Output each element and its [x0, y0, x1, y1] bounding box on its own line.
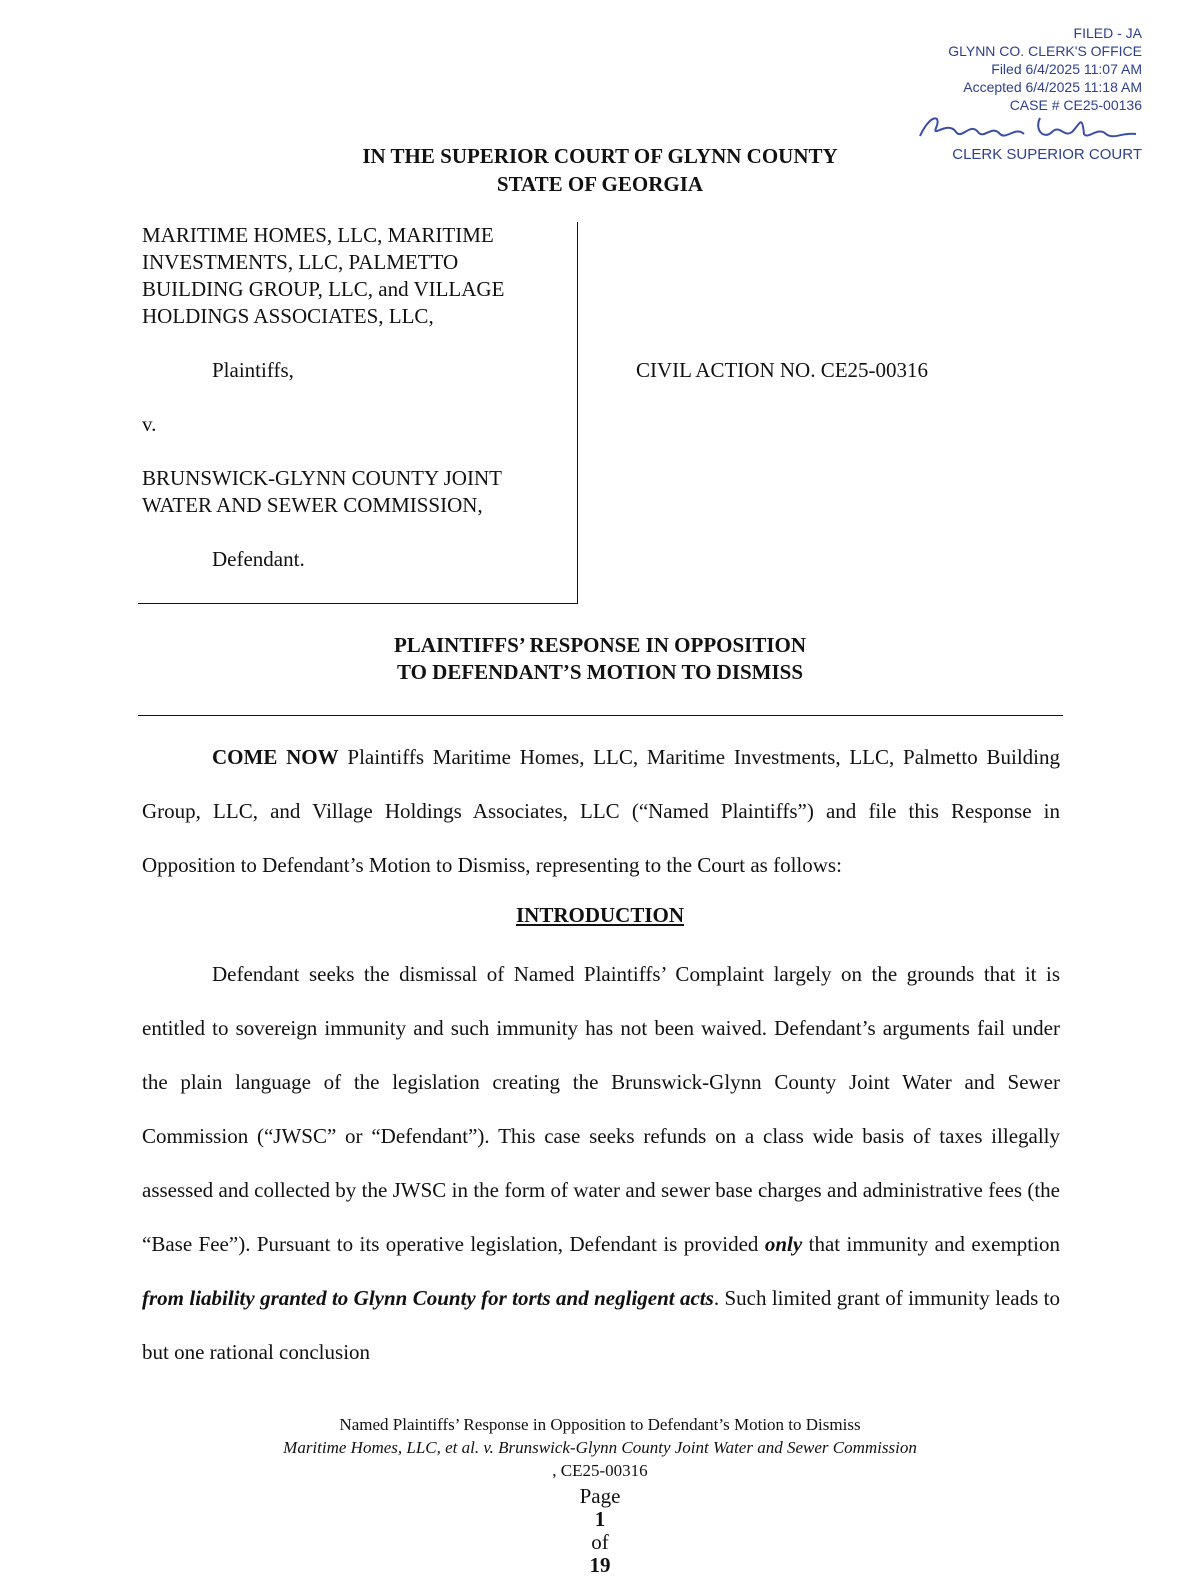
title-line-2: TO DEFENDANT’S MOTION TO DISMISS [396, 660, 804, 684]
opening-paragraph [142, 730, 1060, 892]
introduction-heading: INTRODUCTION [515, 903, 685, 927]
plaintiff-line: MARITIME HOMES, LLC, MARITIME [142, 223, 494, 247]
page-indicator [0, 1485, 1200, 1577]
plaintiff-line: BUILDING GROUP, LLC, and VILLAGE [142, 277, 505, 301]
title-rule [138, 715, 1063, 716]
intro-text-b: that immunity and exemption [802, 1232, 1060, 1256]
civil-action-number: CIVIL ACTION NO. CE25-00316 [636, 358, 929, 382]
stamp-filed-date: Filed 6/4/2025 11:07 AM [991, 61, 1142, 77]
page-of: of [591, 1530, 609, 1554]
page-number: 1 [594, 1507, 606, 1531]
intro-text-c: . Such limited grant of immunity leads to but one rational conclusion [142, 1286, 1060, 1364]
footer-case-number: , CE25-00316 [552, 1461, 648, 1480]
versus: v. [142, 412, 157, 436]
stamp-accepted-date: Accepted 6/4/2025 11:18 AM [963, 79, 1142, 95]
opening-text: Plaintiffs Maritime Homes, LLC, Maritime Investments, LLC, Palmetto Building Group, LLC, and Village Holdings Associates, LLC (“Named Plaintiffs”) and file this Response in Opposition to Defendant’s Motion to Dismiss, representing to the Court as follows: [142, 745, 1060, 877]
emphasis-immunity: from liability granted to Glynn County for torts and negligent acts [142, 1286, 714, 1310]
stamp-filed-label: FILED - JA [1073, 25, 1142, 41]
stamp-clerk-title: CLERK SUPERIOR COURT [952, 146, 1142, 163]
emphasis-only: only [764, 1232, 803, 1256]
defendant-line: BRUNSWICK-GLYNN COUNTY JOINT [142, 466, 502, 490]
defendant-names [142, 465, 572, 519]
caption-vertical-rule [577, 222, 578, 604]
court-heading [0, 142, 1200, 198]
document-title [0, 632, 1200, 686]
footer-case-caption: Maritime Homes, LLC, et al. v. Brunswick-Glynn County Joint Water and Sewer Commission [283, 1438, 917, 1457]
clerk-signature [842, 110, 1142, 144]
case-caption [142, 222, 572, 573]
plaintiffs-names [142, 222, 572, 330]
court-state: STATE OF GEORGIA [496, 172, 704, 196]
footer-document-name: Named Plaintiffs’ Response in Opposition to Defendant’s Motion to Dismiss [339, 1415, 861, 1434]
page-word: Page [579, 1484, 621, 1508]
stamp-case-number: CASE # CE25-00136 [1009, 97, 1142, 113]
signature-scribble-icon [912, 110, 1142, 144]
caption-bottom-rule [138, 603, 578, 604]
defendant-label: Defendant. [212, 547, 305, 571]
introduction-paragraph [142, 947, 1060, 1379]
footer-case-style [0, 1436, 1200, 1482]
page-total: 19 [589, 1553, 611, 1577]
plaintiff-line: INVESTMENTS, LLC, PALMETTO [142, 250, 459, 274]
defendant-line: WATER AND SEWER COMMISSION, [142, 493, 483, 517]
plaintiffs-label: Plaintiffs, [212, 358, 294, 382]
stamp-office: GLYNN CO. CLERK'S OFFICE [948, 43, 1142, 59]
court-name: IN THE SUPERIOR COURT OF GLYNN COUNTY [362, 144, 838, 168]
come-now: COME NOW [212, 745, 339, 769]
title-line-1: PLAINTIFFS’ RESPONSE IN OPPOSITION [393, 633, 807, 657]
plaintiff-line: HOLDINGS ASSOCIATES, LLC, [142, 304, 434, 328]
intro-text-a: Defendant seeks the dismissal of Named Plaintiffs’ Complaint largely on the grounds that it is entitled to sovereign immunity and such immunity has not been waived. Defendant’s arguments fail under the plain language of the legislation creating the Brunswick-Glynn County Joint Water and Sewer Commission (“JWSC” or “Defendant”). This case seeks refunds on a class wide basis of taxes illegally assessed and collected by the JWSC in the form of water and sewer base charges and administrative fees (the “Base Fee”). Pursuant to its operative legislation, Defendant is provided [142, 962, 1060, 1256]
page-footer [0, 1413, 1200, 1577]
